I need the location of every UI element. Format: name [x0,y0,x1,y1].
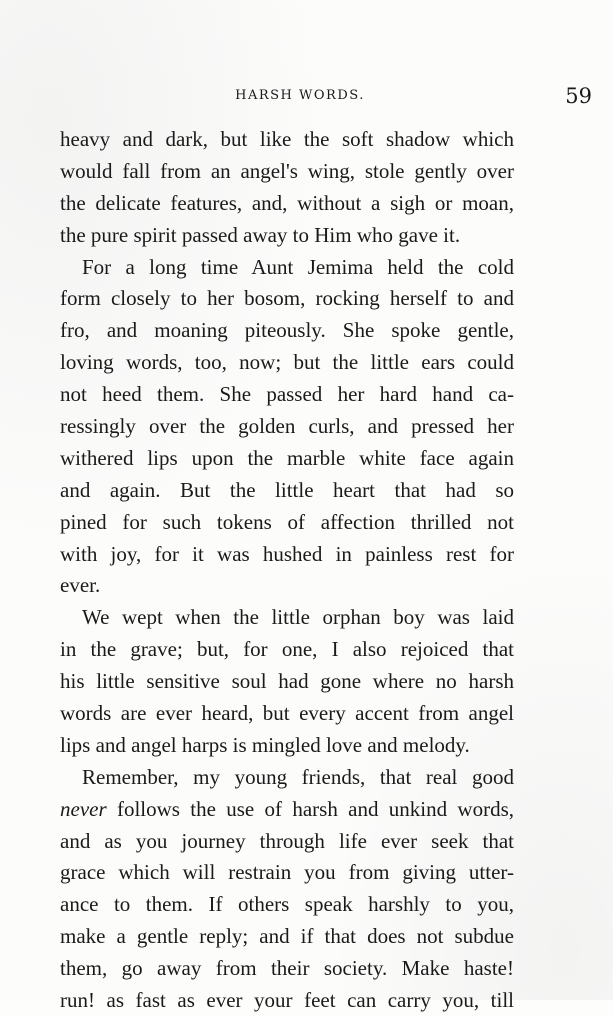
text-line: ressingly over the golden curls, and pressed her [60,414,514,439]
text-line: loving words, too, now; but the little ears could [60,350,514,375]
text-line: lips and angel harps is mingled love and melody. [60,732,470,757]
page-header [60,84,592,110]
text-line: in the grave; but, for one, I also rejoiced that [60,637,514,662]
text-line: his little sensitive soul had gone where no harsh [60,669,514,694]
italic-word: never [60,796,107,821]
text-line: make a gentle reply; and if that does not subdue [60,924,514,949]
running-title: HARSH WORDS. [235,88,365,103]
text-line: them, go away from their society. Make haste! [60,956,514,981]
text-line: and as you journey through life ever seek that [60,828,514,853]
text-line: the pure spirit passed away to Him who gave it. [60,222,461,247]
text-line: form closely to her bosom, rocking herself to and [60,286,514,311]
text-line-with-italic [60,794,514,826]
text-line: grace which will restrain you from giving utter- [60,860,514,885]
paragraph-start-line: Remember, my young friends, that real good [82,764,514,789]
text-line: withered lips upon the marble white face again [60,445,514,470]
text-line: heavy and dark, but like the soft shadow which [60,127,514,151]
text-line: not heed them. She passed her hard hand ca- [60,382,514,407]
text-line: ever. [60,573,101,598]
text-line: and again. But the little heart that had so [60,477,514,502]
text-line: with joy, for it was hushed in painless rest for [60,541,514,566]
text-line: ance to them. If others speak harshly to you, [60,892,514,917]
text-fragment: follows the use of harsh and unkind words, [116,796,514,821]
text-line: run! as fast as ever your feet can carry you, till [60,988,514,1013]
text-line: fro, and moaning piteously. She spoke gentle, [60,318,514,343]
paragraph-start-line: For a long time Aunt Jemima held the cold [82,254,514,279]
text-line: words are ever heard, but every accent from angel [60,701,514,726]
text-line: the delicate features, and, without a sigh or moan, [60,190,514,215]
text-line: pined for such tokens of affection thrilled not [60,509,514,534]
page-number: 59 [565,84,592,108]
text-line: would fall from an angel's wing, stole gently over [60,158,514,183]
body-text [60,124,514,1017]
paragraph-start-line: We wept when the little orphan boy was laid [82,605,514,630]
